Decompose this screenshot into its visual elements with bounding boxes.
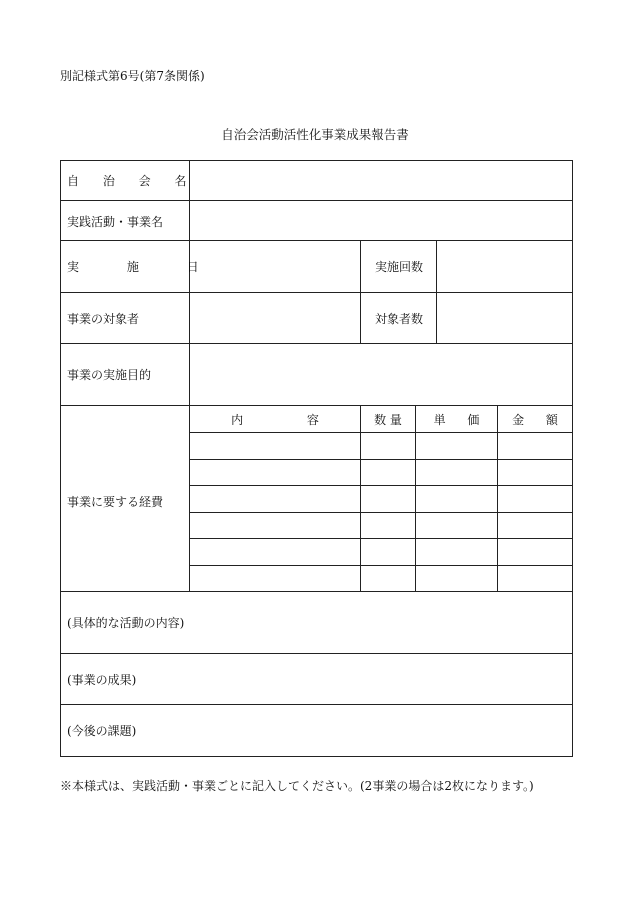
activity-details-label: (具体的な活動の内容) bbox=[67, 616, 185, 630]
results-section[interactable] bbox=[61, 654, 573, 705]
expense-content-cell[interactable] bbox=[190, 433, 361, 460]
target-audience-label: 事業の対象者 bbox=[61, 293, 190, 344]
expense-quantity-cell[interactable] bbox=[361, 486, 416, 513]
expense-unit-price-cell[interactable] bbox=[416, 566, 498, 592]
expense-amount-cell[interactable] bbox=[498, 566, 573, 592]
expense-amount-cell[interactable] bbox=[498, 486, 573, 513]
future-issues-section[interactable] bbox=[61, 705, 573, 757]
implementation-count-label: 実施回数 bbox=[361, 241, 437, 293]
expense-unit-price-cell[interactable] bbox=[416, 433, 498, 460]
expense-amount-cell[interactable] bbox=[498, 433, 573, 460]
form-number-label: 別記様式第6号(第7条関係) bbox=[60, 69, 205, 83]
expense-content-cell[interactable] bbox=[190, 513, 361, 539]
expense-quantity-cell[interactable] bbox=[361, 539, 416, 566]
implementation-date-label: 実 施 日 bbox=[61, 241, 190, 293]
activity-details-section[interactable] bbox=[61, 592, 573, 654]
implementation-count-field[interactable] bbox=[437, 241, 573, 293]
future-issues-label: (今後の課題) bbox=[67, 724, 137, 738]
expense-content-cell[interactable] bbox=[190, 486, 361, 513]
expense-label: 事業に要する経費 bbox=[61, 406, 190, 592]
expense-quantity-cell[interactable] bbox=[361, 566, 416, 592]
target-count-label: 対象者数 bbox=[361, 293, 437, 344]
activity-name-label: 実践活動・事業名 bbox=[61, 201, 190, 241]
expense-content-cell[interactable] bbox=[190, 539, 361, 566]
report-table bbox=[60, 160, 573, 757]
footnote: ※本様式は、実践活動・事業ごとに記入してください。(2事業の場合は2枚になります。) bbox=[60, 779, 534, 793]
expense-content-cell[interactable] bbox=[190, 460, 361, 486]
association-name-label: 自 治 会 名 bbox=[61, 161, 190, 201]
association-name-field[interactable] bbox=[190, 161, 573, 201]
expense-unit-price-cell[interactable] bbox=[416, 460, 498, 486]
expense-header-content: 内 容 bbox=[190, 406, 361, 433]
expense-unit-price-cell[interactable] bbox=[416, 486, 498, 513]
expense-unit-price-cell[interactable] bbox=[416, 539, 498, 566]
purpose-field[interactable] bbox=[190, 344, 573, 406]
expense-unit-price-cell[interactable] bbox=[416, 513, 498, 539]
expense-header-quantity: 数 量 bbox=[361, 406, 416, 433]
purpose-label: 事業の実施目的 bbox=[61, 344, 190, 406]
results-label: (事業の成果) bbox=[67, 672, 137, 687]
target-count-field[interactable] bbox=[437, 293, 573, 344]
expense-amount-cell[interactable] bbox=[498, 513, 573, 539]
expense-quantity-cell[interactable] bbox=[361, 513, 416, 539]
expense-quantity-cell[interactable] bbox=[361, 433, 416, 460]
document-title: 自治会活動活性化事業成果報告書 bbox=[221, 127, 409, 142]
expense-header-amount: 金 額 bbox=[498, 406, 573, 433]
target-audience-field[interactable] bbox=[190, 293, 361, 344]
activity-name-field[interactable] bbox=[190, 201, 573, 241]
expense-amount-cell[interactable] bbox=[498, 539, 573, 566]
expense-content-cell[interactable] bbox=[190, 566, 361, 592]
expense-amount-cell[interactable] bbox=[498, 460, 573, 486]
expense-quantity-cell[interactable] bbox=[361, 460, 416, 486]
expense-header-unit-price: 単 価 bbox=[416, 406, 498, 433]
